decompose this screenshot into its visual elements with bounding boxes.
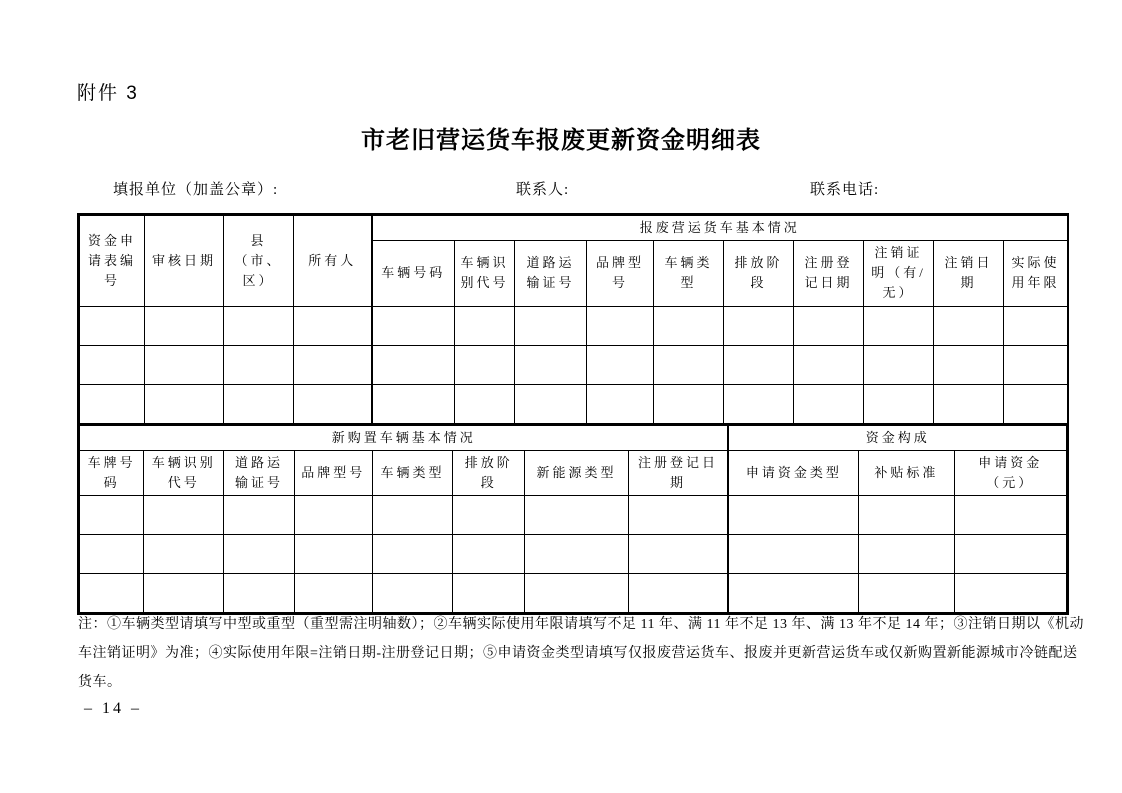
empty-cell — [145, 384, 224, 423]
empty-cell — [728, 495, 858, 534]
empty-cell — [587, 306, 654, 345]
empty-cell — [864, 384, 934, 423]
group-header-fund-composition: 资金构成 — [728, 425, 1066, 451]
empty-cell — [294, 495, 372, 534]
col-header-registration-date: 注册登记日期 — [794, 241, 864, 306]
group-header-scrapped-truck: 报废营运货车基本情况 — [372, 216, 1068, 241]
scrapped-truck-table — [79, 215, 1068, 424]
col-header-application-no: 资金申请表编号 — [80, 216, 145, 307]
footnote-line: 货车。 — [78, 675, 122, 690]
col-header-subsidy-standard: 补贴标准 — [859, 450, 954, 495]
empty-cell — [654, 345, 724, 384]
empty-cell — [515, 345, 587, 384]
empty-cell — [794, 345, 864, 384]
col-header-deregistration-cert: 注销证明（有/无） — [864, 241, 934, 306]
attachment-label: 附件 3 — [77, 83, 139, 104]
empty-cell — [372, 573, 452, 612]
col-header-plate-no: 车牌号码 — [80, 450, 144, 495]
empty-cell — [80, 345, 145, 384]
empty-cell — [654, 384, 724, 423]
empty-cell — [144, 495, 224, 534]
empty-cell — [934, 306, 1004, 345]
empty-cell — [525, 495, 628, 534]
col-header-vin-new: 车辆识别代号 — [144, 450, 224, 495]
col-header-new-energy-type: 新能源类型 — [525, 450, 628, 495]
empty-cell — [80, 306, 145, 345]
empty-cell — [864, 306, 934, 345]
empty-cell — [724, 384, 794, 423]
empty-cell — [728, 573, 858, 612]
empty-cell — [628, 495, 728, 534]
col-header-brand-model: 品牌型号 — [587, 241, 654, 306]
empty-cell — [145, 306, 224, 345]
empty-cell — [372, 306, 455, 345]
empty-cell — [934, 345, 1004, 384]
empty-cell — [455, 384, 515, 423]
empty-cell — [372, 345, 455, 384]
col-header-emission-stage: 排放阶段 — [724, 241, 794, 306]
empty-cell — [224, 495, 294, 534]
new-vehicle-table — [79, 424, 1067, 613]
empty-cell — [80, 573, 144, 612]
col-header-actual-service-years: 实际使用年限 — [1004, 241, 1068, 306]
empty-cell — [954, 534, 1066, 573]
empty-cell — [724, 345, 794, 384]
footnotes — [78, 610, 1083, 697]
reporting-unit-label: 填报单位（加盖公章）: — [113, 182, 279, 198]
col-header-county: 县（市、区） — [224, 216, 294, 307]
empty-cell — [859, 495, 954, 534]
group-header-new-vehicle: 新购置车辆基本情况 — [80, 425, 729, 451]
empty-cell — [294, 534, 372, 573]
empty-cell — [794, 306, 864, 345]
col-header-vin: 车辆识别代号 — [455, 241, 515, 306]
col-header-fund-type: 申请资金类型 — [728, 450, 858, 495]
footnote-line: 车注销证明》为准；④实际使用年限=注销日期-注册登记日期；⑤申请资金类型请填写仅报废营运货车、报废并更新营运货车或仅新购置新能源城市冷链配送 — [78, 646, 1078, 661]
empty-cell — [455, 306, 515, 345]
col-header-road-transport-cert-new: 道路运输证号 — [224, 450, 294, 495]
empty-cell — [294, 384, 372, 423]
empty-cell — [453, 495, 525, 534]
empty-cell — [144, 534, 224, 573]
empty-cell — [954, 573, 1066, 612]
empty-cell — [654, 306, 724, 345]
empty-cell — [1004, 345, 1068, 384]
page-title: 市老旧营运货车报废更新资金明细表 — [361, 128, 761, 154]
empty-cell — [294, 345, 372, 384]
empty-cell — [587, 345, 654, 384]
contact-person-label: 联系人: — [516, 182, 570, 198]
empty-cell — [525, 573, 628, 612]
empty-cell — [372, 495, 452, 534]
empty-cell — [724, 306, 794, 345]
empty-cell — [80, 495, 144, 534]
empty-cell — [859, 534, 954, 573]
contact-phone-label: 联系电话: — [810, 182, 880, 198]
empty-cell — [145, 345, 224, 384]
col-header-emission-stage-new: 排放阶段 — [453, 450, 525, 495]
col-header-vehicle-no: 车辆号码 — [372, 241, 455, 306]
empty-cell — [934, 384, 1004, 423]
col-header-review-date: 审核日期 — [145, 216, 224, 307]
empty-cell — [525, 534, 628, 573]
empty-cell — [372, 534, 452, 573]
col-header-owner: 所有人 — [294, 216, 372, 307]
col-header-deregistration-date: 注销日期 — [934, 241, 1004, 306]
empty-cell — [294, 573, 372, 612]
empty-cell — [515, 384, 587, 423]
empty-cell — [515, 306, 587, 345]
footnote-line: 注：①车辆类型请填写中型或重型（重型需注明轴数）；②车辆实际使用年限请填写不足 11 年、满 11 年不足 13 年、满 13 年不足 14 年；③注销日期以《机动 — [78, 617, 1084, 632]
empty-cell — [224, 573, 294, 612]
empty-cell — [794, 384, 864, 423]
empty-cell — [453, 534, 525, 573]
empty-cell — [859, 573, 954, 612]
empty-cell — [372, 384, 455, 423]
empty-cell — [80, 534, 144, 573]
empty-cell — [1004, 306, 1068, 345]
empty-cell — [1004, 384, 1068, 423]
col-header-brand-model-new: 品牌型号 — [294, 450, 372, 495]
empty-cell — [728, 534, 858, 573]
empty-cell — [453, 573, 525, 612]
empty-cell — [224, 306, 294, 345]
empty-cell — [628, 534, 728, 573]
empty-cell — [455, 345, 515, 384]
col-header-registration-date-new: 注册登记日期 — [628, 450, 728, 495]
col-header-road-transport-cert: 道路运输证号 — [515, 241, 587, 306]
empty-cell — [224, 345, 294, 384]
empty-cell — [144, 573, 224, 612]
empty-cell — [294, 306, 372, 345]
empty-cell — [954, 495, 1066, 534]
col-header-fund-amount: 申请资金（元） — [954, 450, 1066, 495]
col-header-vehicle-type-new: 车辆类型 — [372, 450, 452, 495]
empty-cell — [628, 573, 728, 612]
fund-detail-table — [77, 213, 1069, 615]
page-number: – 14 – — [84, 700, 142, 717]
empty-cell — [224, 534, 294, 573]
col-header-vehicle-type: 车辆类型 — [654, 241, 724, 306]
empty-cell — [864, 345, 934, 384]
empty-cell — [80, 384, 145, 423]
empty-cell — [587, 384, 654, 423]
empty-cell — [224, 384, 294, 423]
